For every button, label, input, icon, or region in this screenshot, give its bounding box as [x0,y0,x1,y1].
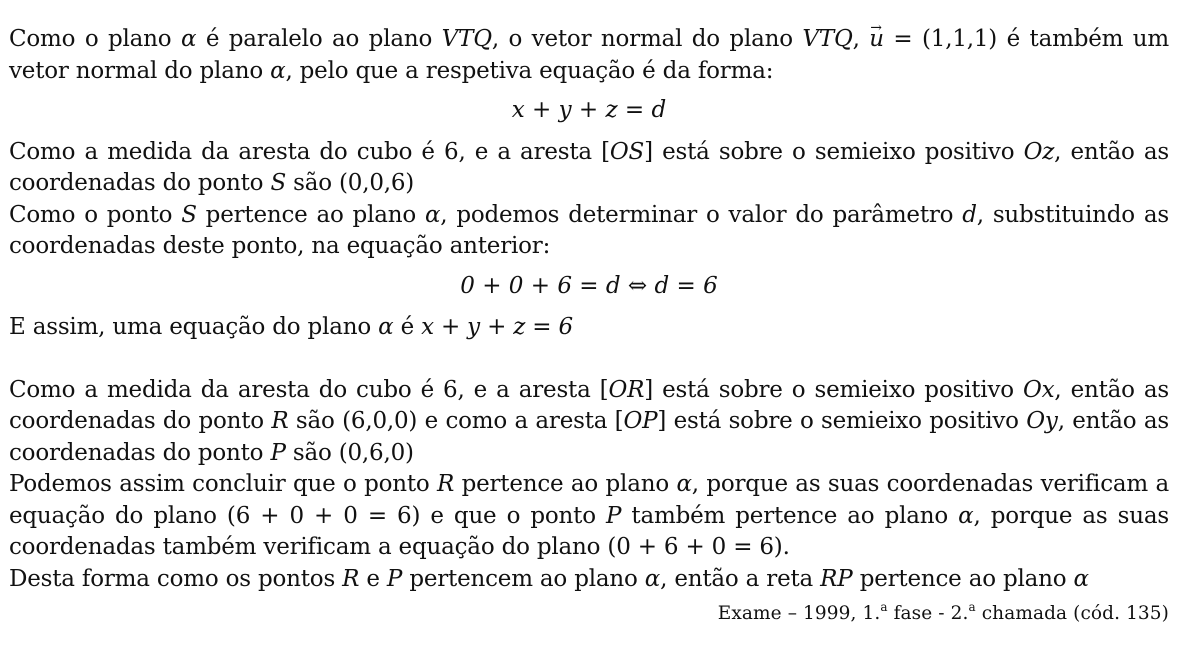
text: pertence ao plano [454,471,677,497]
text: , porque as suas coordenadas verificam a equação do plano (6 + 0 + 0 = 6) e que o ponto [9,471,1169,529]
paragraph-point-s [9,137,1169,200]
text: , pelo que a respetiva equação é da forma: [285,57,774,84]
math-point-r: R [271,408,289,434]
text: é [393,314,422,340]
math-alpha: α [270,57,286,84]
ordinal-sup: a [968,600,976,614]
text: pertencem ao plano [402,565,645,592]
text: ] está sobre o semieixo positivo [644,138,1024,165]
math-alpha: α [378,314,394,340]
text: , o vetor normal do plano [491,26,803,52]
text: , então as coordenadas do ponto [9,408,1169,466]
text: pertence ao plano [196,201,425,228]
paragraph-conclusion [9,564,1169,596]
text: também pertence ao plano [621,502,959,529]
equation-plane-form: x + y + z = d [511,97,667,123]
math-alpha: α [676,471,692,497]
text: Desta forma como os pontos [9,565,343,592]
math-point-p: P [270,439,286,466]
math-right: d = 6 [654,272,718,299]
text: , podemos determinar o valor do parâmetro [440,201,963,228]
paragraph-gap [9,344,1169,375]
math-axis-oz: Oz [1023,138,1055,165]
paragraph-normal-vector [9,24,1169,87]
source-text: fase - 2. [887,603,969,624]
math-plane-vtq: VTQ [802,26,853,52]
text: = (1,1,1) é também um vetor normal do plano [9,26,1169,84]
math-alpha: α [1073,565,1089,592]
math-edge-os: OS [609,138,645,165]
paragraph-plane-equation [9,312,1169,344]
math-edge-op: OP [623,408,658,434]
text: E assim, uma equação do plano [9,314,379,340]
math-point-r: R [437,471,455,497]
text: , substituindo as coordenadas deste ponto, na equação anterior: [9,201,1169,259]
math-edge-or: OR [608,376,645,403]
text: e [359,565,387,592]
iff-symbol: ⇔ [627,272,648,299]
math-plane-equation: x + y + z = 6 [421,314,573,340]
text: Podemos assim concluir que o ponto [9,471,437,497]
text: , então as coordenadas do ponto [9,376,1169,434]
math-point-p: P [386,565,403,592]
text: ] está sobre o semieixo positivo [657,408,1027,434]
source-text: Exame – 1999, 1. [717,603,881,624]
math-point-r: R [342,565,360,592]
text: pertence ao plano [852,565,1074,592]
text: são (0,6,0) [285,439,414,466]
paragraph-parameter-d [9,200,1169,263]
ordinal-sup: a [880,600,888,614]
text: Como a medida da aresta do cubo é 6, e a aresta [ [9,138,610,165]
text: , porque as suas coordenadas também verificam a equação do plano (0 + 6 + 0 = 6). [9,502,1169,560]
math-alpha: α [958,502,974,529]
paragraph-verification [9,469,1169,564]
text: Como o ponto [9,201,182,228]
text: Como o plano [9,26,181,52]
math-alpha: α [424,201,441,228]
solution-document [9,24,1169,627]
math-axis-ox: Ox [1022,376,1055,403]
text: , então a reta [660,565,821,592]
text: são (6,0,0) e como a aresta [ [288,408,624,434]
exam-source [9,601,1169,627]
math-alpha: α [180,26,197,52]
math-axis-oy: Oy [1026,408,1058,434]
math-point-p: P [606,502,622,529]
paragraph-points-r-p [9,375,1169,470]
math-alpha: α [644,565,661,592]
text: Como a medida da aresta do cubo é 6, e a aresta [ [9,376,609,403]
equation-solve-d [9,271,1169,303]
math-vector-u: → u [869,26,884,52]
text: ] está sobre o semieixo positivo [644,376,1023,403]
text: é paralelo ao plano [196,26,442,52]
math-point-s: S [270,170,287,196]
source-text: chamada (cód. 135) [975,603,1169,624]
math-plane-vtq: VTQ [441,26,492,52]
math-left: 0 + 0 + 6 = d [460,272,621,299]
text: , então as coordenadas do ponto [9,138,1169,196]
text: são (0,0,6) [286,170,415,196]
math-line-rp: RP [820,565,853,592]
math-d: d [962,201,977,228]
math-point-s: S [181,201,197,228]
text: , [852,26,870,52]
